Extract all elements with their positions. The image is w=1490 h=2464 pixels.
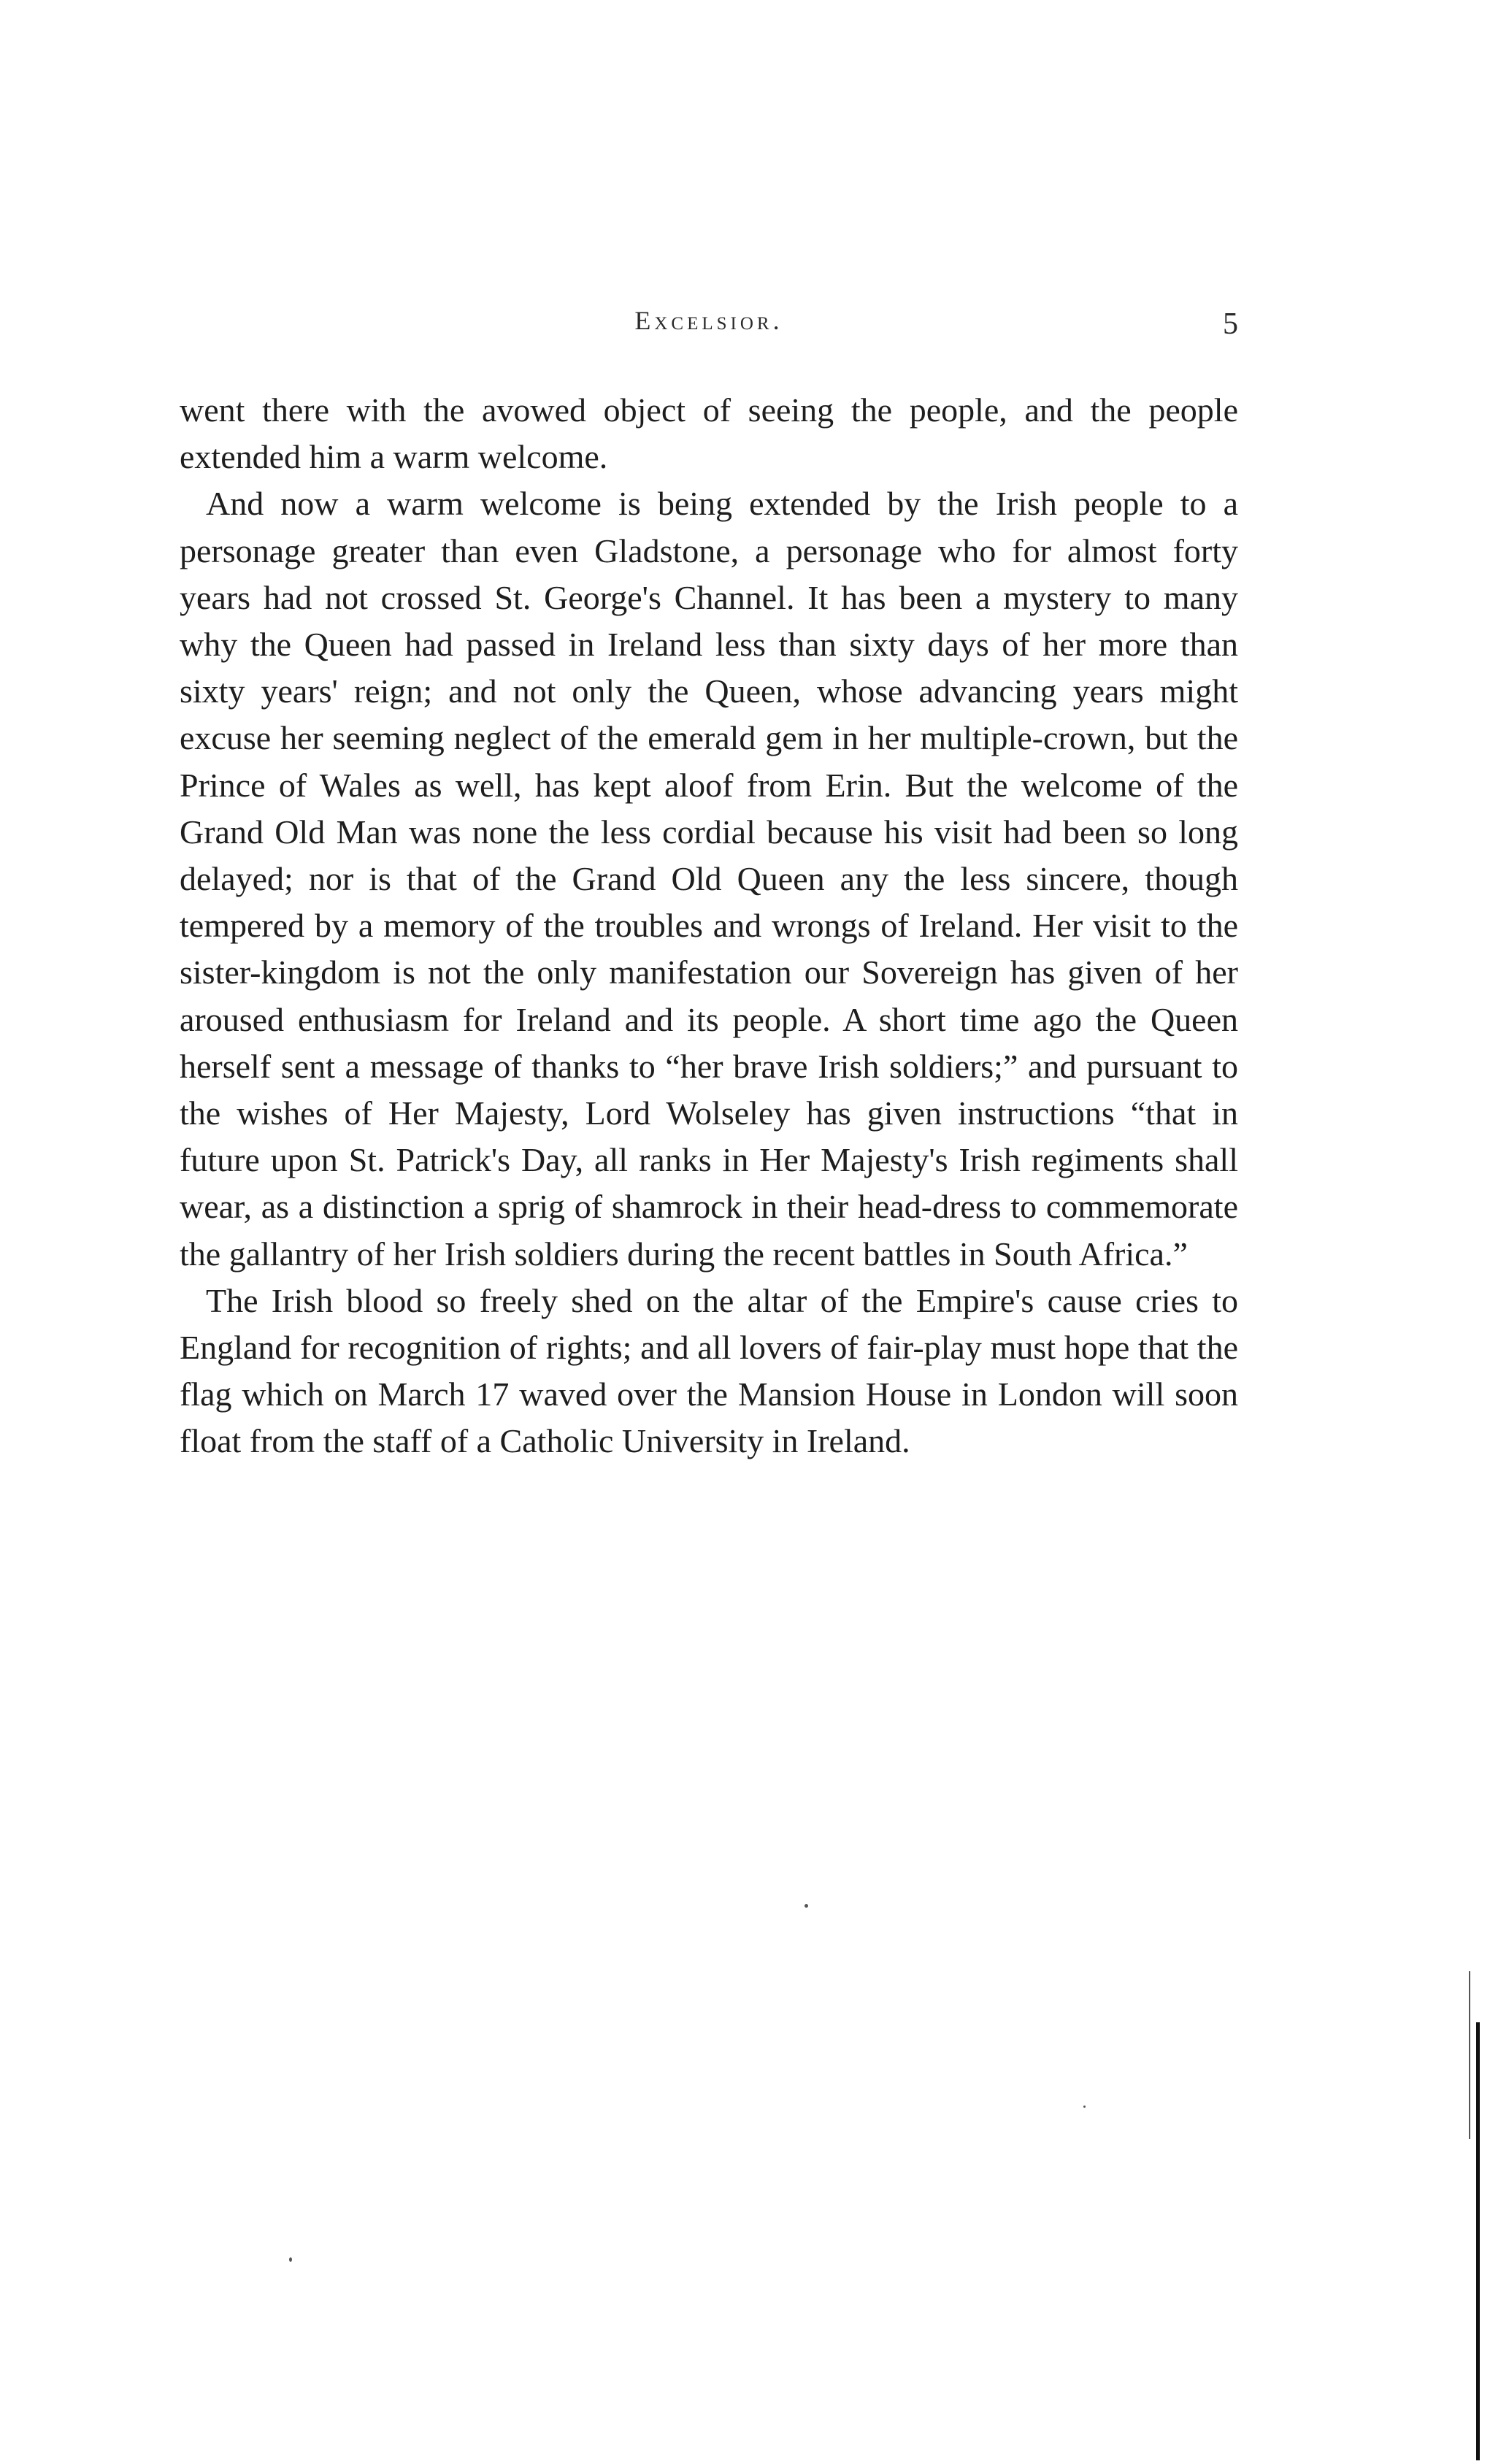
paragraph-irish-blood: The Irish blood so freely shed on the altar of the Empire's cause cries to England for recognition of rights; and all lovers of fair-play must hope that the flag which on March 17 waved over the Mansion House in London will soon float from the staff of a Catholic University in Ireland. xyxy=(180,1281,1238,1460)
body-text xyxy=(180,387,1238,1465)
scan-edge-shadow xyxy=(1476,2022,1480,2460)
scan-edge-shadow xyxy=(1469,1971,1470,2139)
paragraph-queen-visit: And now a warm welcome is being extended by the Irish people to a personage greater than even Gladstone, a personage who for almost forty years had not crossed St. George's Channel. It has been a mystery to many why the Queen had passed in Ireland less than sixty days of her more than sixty years' reign; and not only the Queen, whose advancing years might excuse her seeming neglect of the emerald gem in her multiple-crown, but the Prince of Wales as well, has kept aloof from Erin. But the welcome of the Grand Old Man was none the less cordial because his visit had been so long delayed; nor is that of the Grand Old Queen any the less sincere, though tempered by a memory of the troubles and wrongs of Ireland. Her visit to the sister-kingdom is not the only manifestation our Sovereign has given of her aroused enthusiasm for Ireland and its people. A short time ago the Queen herself sent a message of thanks to “her brave Irish soldiers;” and pursuant to the wishes of Her Majesty, Lord Wolseley has given instructions “that in future upon St. Patrick's Day, all ranks in Her Majesty's Irish regiments shall wear, as a distinction a sprig of shamrock in their head-dress to commemorate the gallantry of her Irish soldiers during the recent battles in South Africa.” xyxy=(180,485,1238,1273)
print-speck xyxy=(1083,2106,1086,2108)
paragraph-continued: went there with the avowed object of seeing the people, and the people extended him a warm welcome. xyxy=(180,391,1238,476)
page-number: 5 xyxy=(1223,307,1238,341)
print-speck xyxy=(289,2257,292,2262)
running-head xyxy=(180,305,1238,349)
print-speck xyxy=(804,1904,808,1908)
running-title: Excelsior. xyxy=(634,306,783,335)
